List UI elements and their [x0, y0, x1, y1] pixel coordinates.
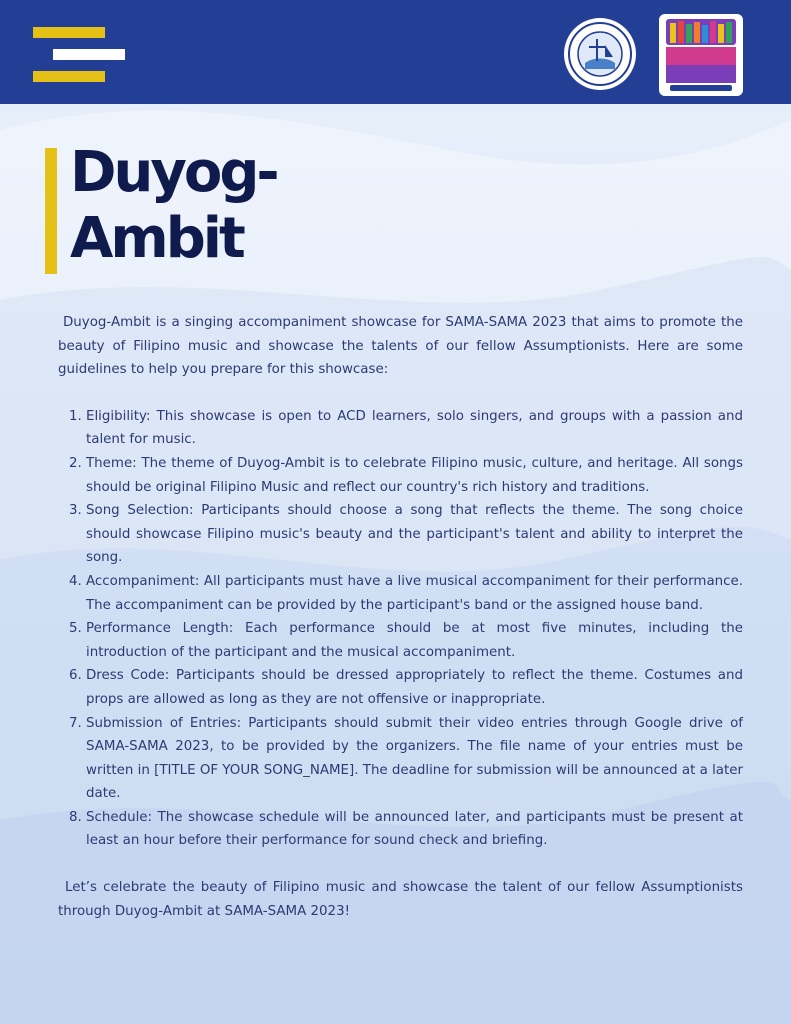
guideline-item: 6. Dress Code: Participants should be dressed appropriately to reflect the theme. Costumes and props are allowed as long as they are not offensive or inappropriate.: [86, 664, 743, 711]
assumption-college-seal-icon: [563, 17, 637, 91]
sama-sama-event-logo-icon: [658, 13, 744, 97]
guideline-item: 5. Performance Length: Each performance should be at most five minutes, including the introduction of the participant and the musical accompaniment.: [86, 617, 743, 664]
page-title: [70, 140, 277, 272]
header-bar: [0, 0, 791, 104]
document-body: [58, 311, 743, 923]
guideline-item: 1. Eligibility: This showcase is open to ACD learners, solo singers, and groups with a passion and talent for music.: [86, 405, 743, 452]
closing-paragraph: Let’s celebrate the beauty of Filipino music and showcase the talent of our fellow Assumptionists through Duyog-Ambit at SAMA-SAMA 2023!: [58, 880, 743, 919]
guideline-item: 2. Theme: The theme of Duyog-Ambit is to celebrate Filipino music, culture, and heritage. All songs should be original Filipino Music and reflect our country's rich history and traditions.: [86, 452, 743, 499]
guidelines-list: [58, 405, 743, 853]
guideline-item: 4. Accompaniment: All participants must have a live musical accompaniment for their performance. The accompaniment can be provided by the participant's band or the assigned house band.: [86, 570, 743, 617]
intro-paragraph: Duyog-Ambit is a singing accompaniment showcase for SAMA-SAMA 2023 that aims to promote the beauty of Filipino music and showcase the talents of our fellow Assumptionists. Here are some guidelines to help you prepare for this showcase:: [58, 315, 743, 378]
guideline-item: 8. Schedule: The showcase schedule will be announced later, and participants must be present at least an hour before their performance for sound check and briefing.: [86, 806, 743, 853]
guideline-item: 3. Song Selection: Participants should choose a song that reflects the theme. The song choice should showcase Filipino music's beauty and the participant's talent and ability to interpret the song.: [86, 499, 743, 570]
page-title-line-1: Duyog-: [70, 140, 277, 205]
guideline-item: 7. Submission of Entries: Participants should submit their video entries through Google drive of SAMA-SAMA 2023, to be provided by the organizers. The file name of your entries must be written in [TITLE OF YOUR SONG_NAME]. The deadline for submission will be announced at a later date.: [86, 712, 743, 806]
hamburger-menu-icon[interactable]: [33, 27, 125, 83]
page-title-line-2: Ambit: [70, 206, 243, 271]
title-accent-bar: [45, 148, 57, 274]
